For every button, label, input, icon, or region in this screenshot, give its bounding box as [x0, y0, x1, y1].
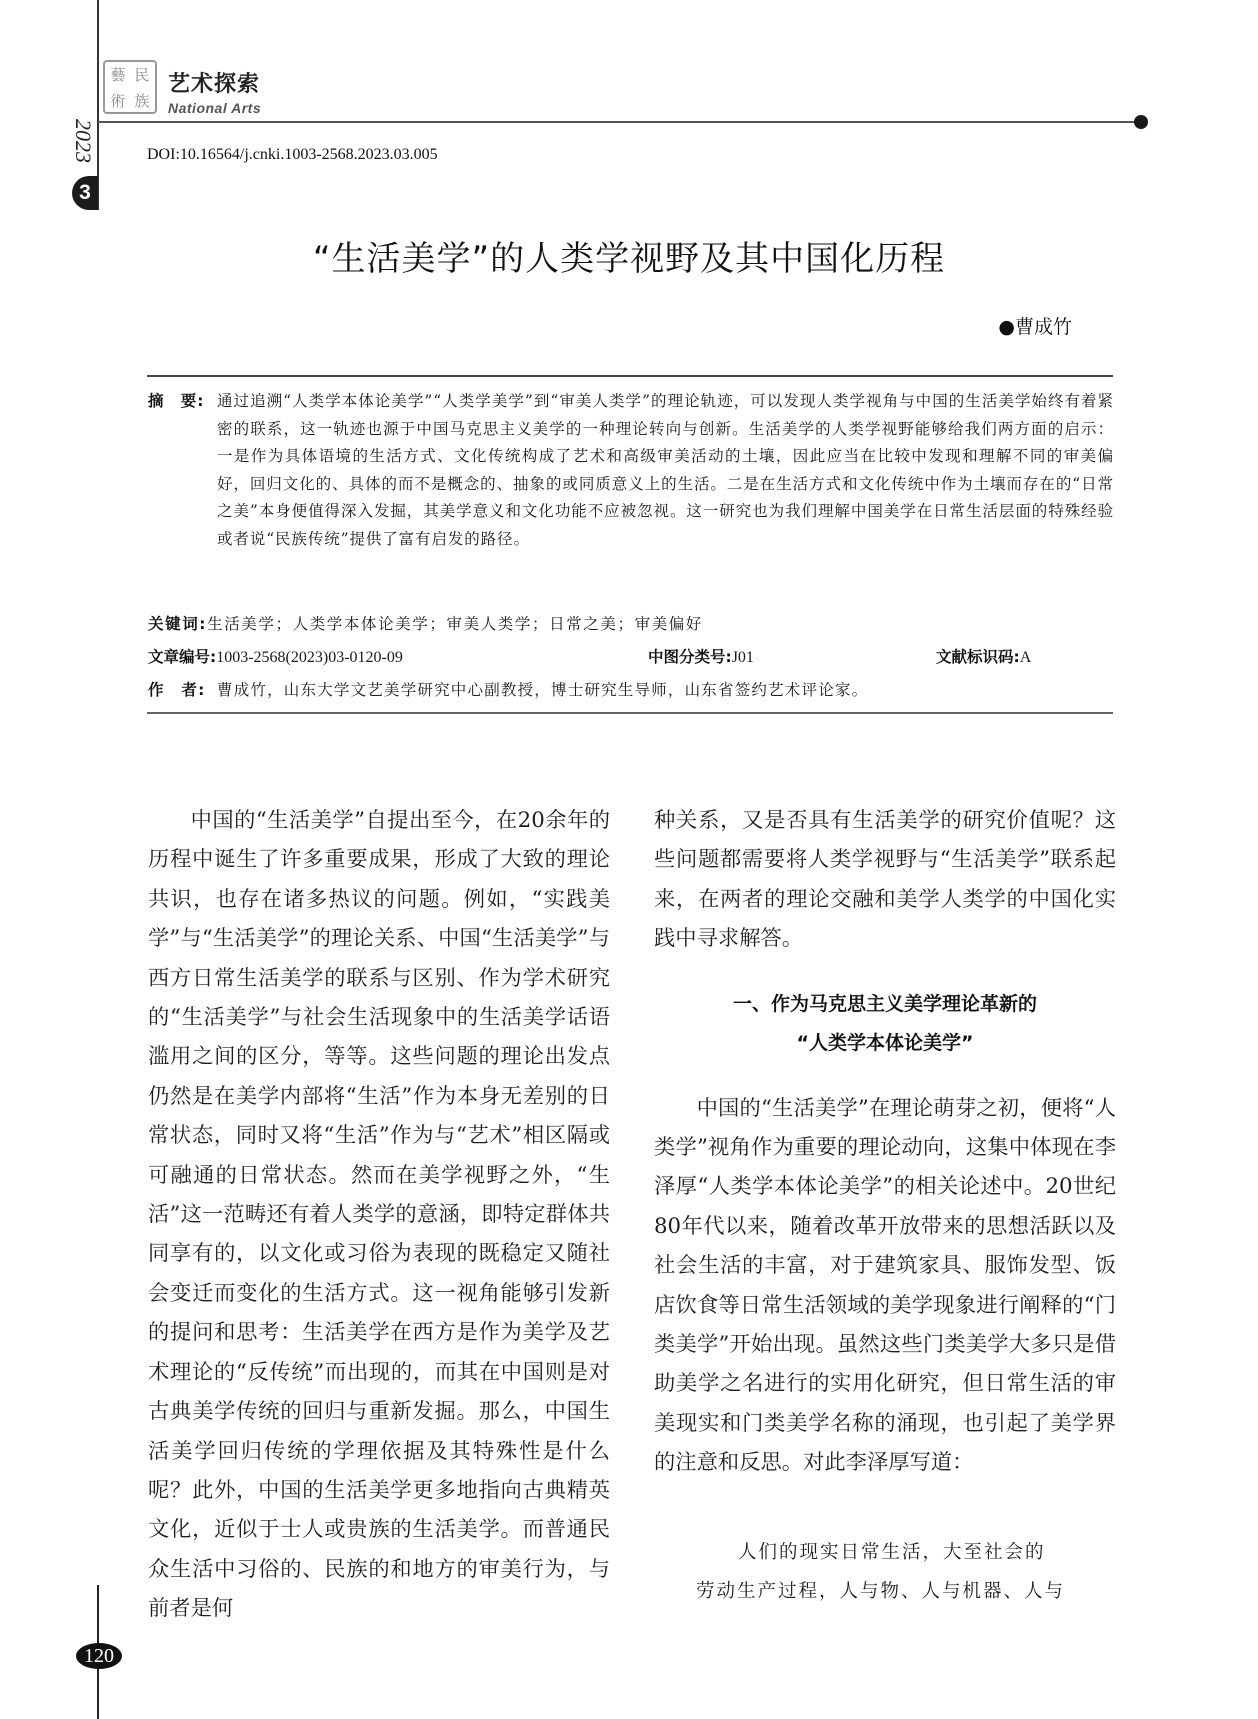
abstract-bottom-rule: [147, 712, 1113, 714]
article-no: 1003-2568(2023)03-0120-09: [216, 649, 403, 666]
doi[interactable]: DOI:10.16564/j.cnki.1003-2568.2023.03.005: [147, 146, 438, 163]
article-no-label: 文章编号:: [148, 648, 217, 666]
seal-char: 藝: [110, 66, 126, 84]
keywords-text: 生活美学；人类学本体论美学；审美人类学；日常之美；审美偏好: [207, 615, 704, 633]
quote-line: 劳动生产过程，人与物、人与机器、人与: [696, 1580, 1066, 1602]
issue-number-badge: 3: [72, 176, 98, 210]
seal-char: 術: [110, 92, 126, 110]
abstract-top-rule: [147, 375, 1113, 377]
header-rule: [98, 121, 1140, 123]
abstract-text: 通过追溯“人类学本体论美学”“人类学美学”到“审美人类学”的理论轨迹，可以发现人类学视角与中国的生活美学始终有着紧密的联系，这一轨迹也源于中国马克思主义美学的一种理论转向与创新。生活美学的人类学视野能够给我们两方面的启示：一是作为具体语境的生活方式、文化传统构成了艺术和高级审美活动的土壤，因此应当在比较中发现和理解不同的审美偏好，回归文化的、具体的而不是概念的、抽象的或同质意义上的生活。二是在生活方式和文化传统中作为土壤而存在的“日常之美”本身便值得深入发掘，其美学意义和文化功能不应被忽视。这一研究也为我们理解中国美学在日常生活层面的特殊经验或者说“民族传统”提供了富有启发的路径。: [217, 392, 1114, 548]
body-paragraph-continued: 种关系，又是否具有生活美学的研究价值呢？这些问题都需要将人类学视野与“生活美学”联系起来，在两者的理论交融和美学人类学的中国化实践中寻求解答。: [654, 808, 1116, 952]
body-paragraph: 中国的“生活美学”在理论萌芽之初，便将“人类学”视角作为重要的理论动向，这集中体现在李泽厚“人类学本体论美学”的相关论述中。20世纪80年代以来，随着改革开放带来的思想活跃以及社会生活的丰富，对于建筑家具、服饰发型、饭店饮食等日常生活领域的美学现象进行阐释的“门类美学”开始出现。虽然这些门类美学大多只是借助美学之名进行的实用化研究，但日常生活的审美现实和门类美学名称的涌现，也引起了美学界的注意和反思。对此李泽厚写道：: [654, 1095, 1116, 1476]
author-info-text: 曹成竹，山东大学文艺美学研究中心副教授，博士研究生导师，山东省签约艺术评论家。: [217, 681, 869, 699]
body-paragraph: 中国的“生活美学”自提出至今，在20余年的历程中诞生了许多重要成果，形成了大致的理论共识，也存在诸多热议的问题。例如，“实践美学”与“生活美学”的理论关系、中国“生活美学”与西方日常生活美学的联系与区别、作为学术研究的“生活美学”与社会生活现象中的生活美学话语滥用之间的区分，等等。这些问题的理论出发点仍然是在美学内部将“生活”作为本身无差别的日常状态，同时又将“生活”作为与“艺术”相区隔或可融通的日常状态。然而在美学视野之外，“生活”这一范畴还有着人类学的意涵，即特定群体共同享有的，以文化或习俗为表现的既稳定又随社会变迁而变化的生活方式。这一视角能够引发新的提问和思考：生活美学在西方是作为美学及艺术理论的“反传统”而出现的，而其在中国则是对古典美学传统的回归与重新发掘。那么，中国生活美学回归传统的学理依据及其特殊性是什么呢？此外，中国的生活美学更多地指向古典精英文化，近似于士人或贵族的生活美学。而普通民众生活中习俗的、民族的和地方的审美行为，与前者是何: [148, 808, 610, 1622]
body-column-left: [148, 801, 610, 1622]
section-heading-line1: 一、作为马克思主义美学理论革新的: [732, 992, 1037, 1015]
section-heading-line2: “人类学本体论美学”: [796, 1031, 974, 1054]
keywords-label: 关键词:: [148, 615, 208, 633]
journal-name-cn: 艺术探索: [168, 72, 261, 97]
quote-line: 人们的现实日常生活，大至社会的: [738, 1541, 1046, 1563]
body-column-right: [654, 801, 1116, 1601]
journal-name-en: National Arts: [168, 100, 262, 116]
page-number-badge: 120: [76, 1643, 122, 1669]
doc-code: A: [1019, 649, 1032, 666]
abstract: [148, 388, 1114, 606]
block-quote: [654, 1533, 1116, 1611]
section-heading: [654, 985, 1116, 1063]
journal-seal-logo: [103, 60, 157, 114]
header-rule-dot-icon: [1134, 115, 1148, 129]
issue-year: 2023: [71, 119, 96, 163]
keywords-row: [148, 612, 703, 636]
author-info-label: 作 者:: [148, 681, 206, 699]
author-info-row: [148, 678, 868, 702]
identifiers-row: [148, 645, 1114, 669]
clc-code: J01: [731, 649, 754, 666]
article-author: ●曹成竹: [998, 316, 1072, 338]
doc-code-label: 文献标识码:: [936, 648, 1020, 666]
article-title: “生活美学”的人类学视野及其中国化历程: [312, 239, 946, 279]
abstract-label: 摘 要:: [148, 392, 205, 410]
seal-char: 族: [134, 92, 150, 110]
clc-label: 中图分类号:: [648, 648, 732, 666]
seal-char: 民: [134, 66, 150, 84]
